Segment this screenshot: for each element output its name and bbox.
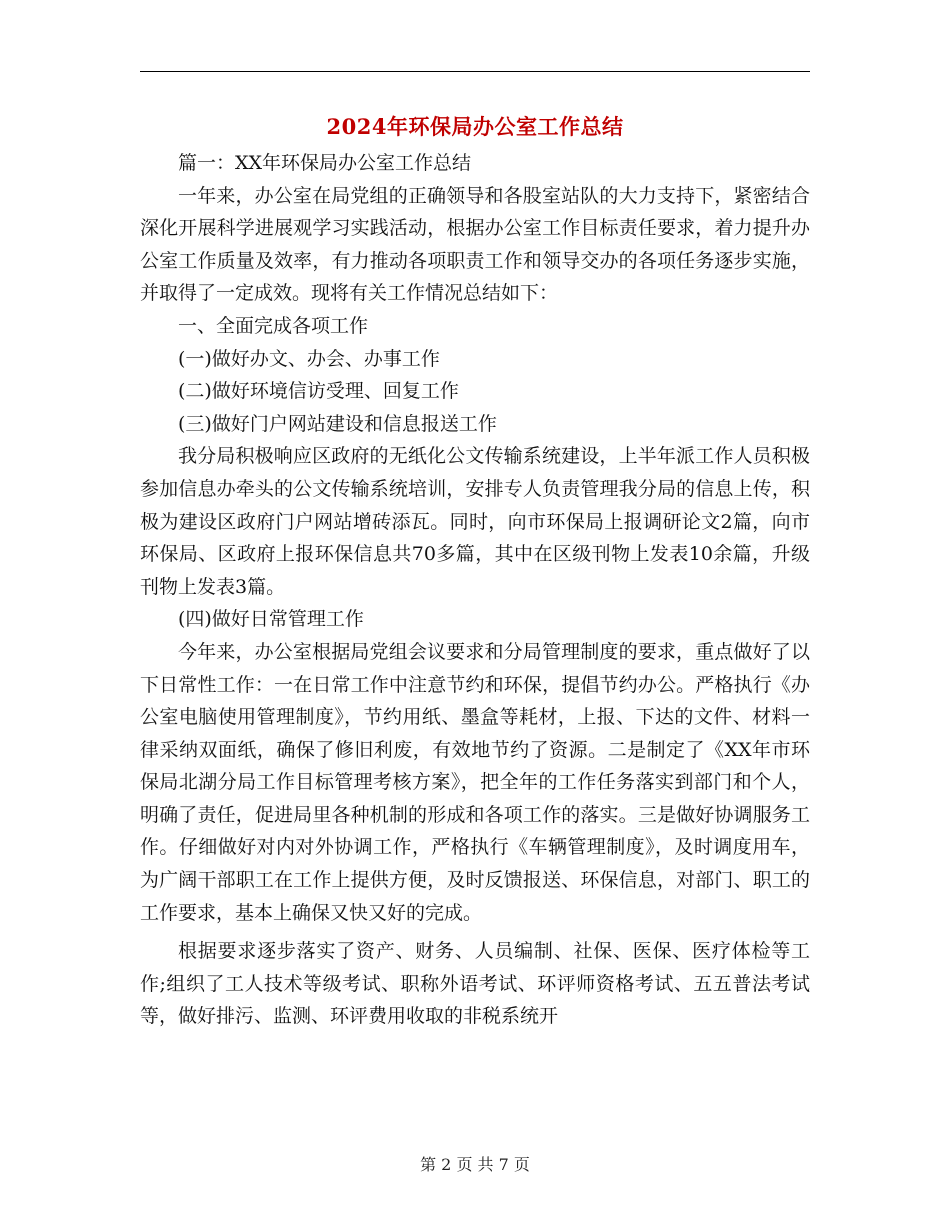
paragraph-daily-management: 今年来，办公室根据局党组会议要求和分局管理制度的要求，重点做好了以下日常性工作：一在日常工作中注意节约和环保，提倡节约办公。严格执行《办公室电脑使用管理制度》，节约用纸、墨盒等耗材，上报、下达的文件、材料一律采纳双面纸，确保了修旧利废，有效地节约了资源。二是制定了《XX年市环保局北湖分局工作目标管理考核方案》，把全年的工作任务落实到部门和个人，明确了责任，促进局里各种机制的形成和各项工作的落实。三是做好协调服务工作。仔细做好对内对外协调工作，严格执行《车辆管理制度》，及时调度用车，为广阔干部职工在工作上提供方便，及时反馈报送、环保信息，对部门、职工的工作要求，基本上确保又快又好的完成。 [140, 640, 810, 924]
paragraph-heading-1: 一、全面完成各项工作 [178, 314, 369, 337]
paragraph-subheading-4: (四)做好日常管理工作 [178, 608, 364, 631]
paragraph-subheading-2: (二)做好环境信访受理、回复工作 [178, 380, 459, 403]
paragraph-subheading-3: (三)做好门户网站建设和信息报送工作 [178, 412, 497, 435]
header-rule [140, 71, 810, 72]
paragraph-intro: 一年来，办公室在局党组的正确领导和各股室站队的大力支持下，紧密结合深化开展科学进展观学习实践活动，根据办公室工作目标责任要求，着力提升办公室工作质量及效率，有力推动各项职责工作和领导交办的各项任务逐步实施，并取得了一定成效。现将有关工作情况总结如下： [140, 184, 810, 305]
document-title: 2024年环保局办公室工作总结 [326, 114, 624, 139]
document-body [140, 147, 810, 1033]
paragraph-assets-finance: 根据要求逐步落实了资产、财务、人员编制、社保、医保、医疗体检等工作;组织了工人技术等级考试、职称外语考试、环评师资格考试、五五普法考试等，做好排污、监测、环评费用收取的非税系统开 [140, 940, 810, 1028]
page-number: 第 2 页 共 7 页 [420, 1155, 530, 1174]
paragraph-subheading-1: (一)做好办文、办会、办事工作 [178, 347, 440, 370]
paragraph-website-info: 我分局积极响应区政府的无纸化公文传输系统建设，上半年派工作人员积极参加信息办牵头的公文传输系统培训，安排专人负责管理我分局的信息上传，积极为建设区政府门户网站增砖添瓦。同时，向市环保局上报调研论文2篇，向市环保局、区政府上报环保信息共70多篇，其中在区级刊物上发表10余篇，升级刊物上发表3篇。 [140, 445, 810, 598]
paragraph-section-heading: 篇一：XX年环保局办公室工作总结 [178, 152, 472, 174]
